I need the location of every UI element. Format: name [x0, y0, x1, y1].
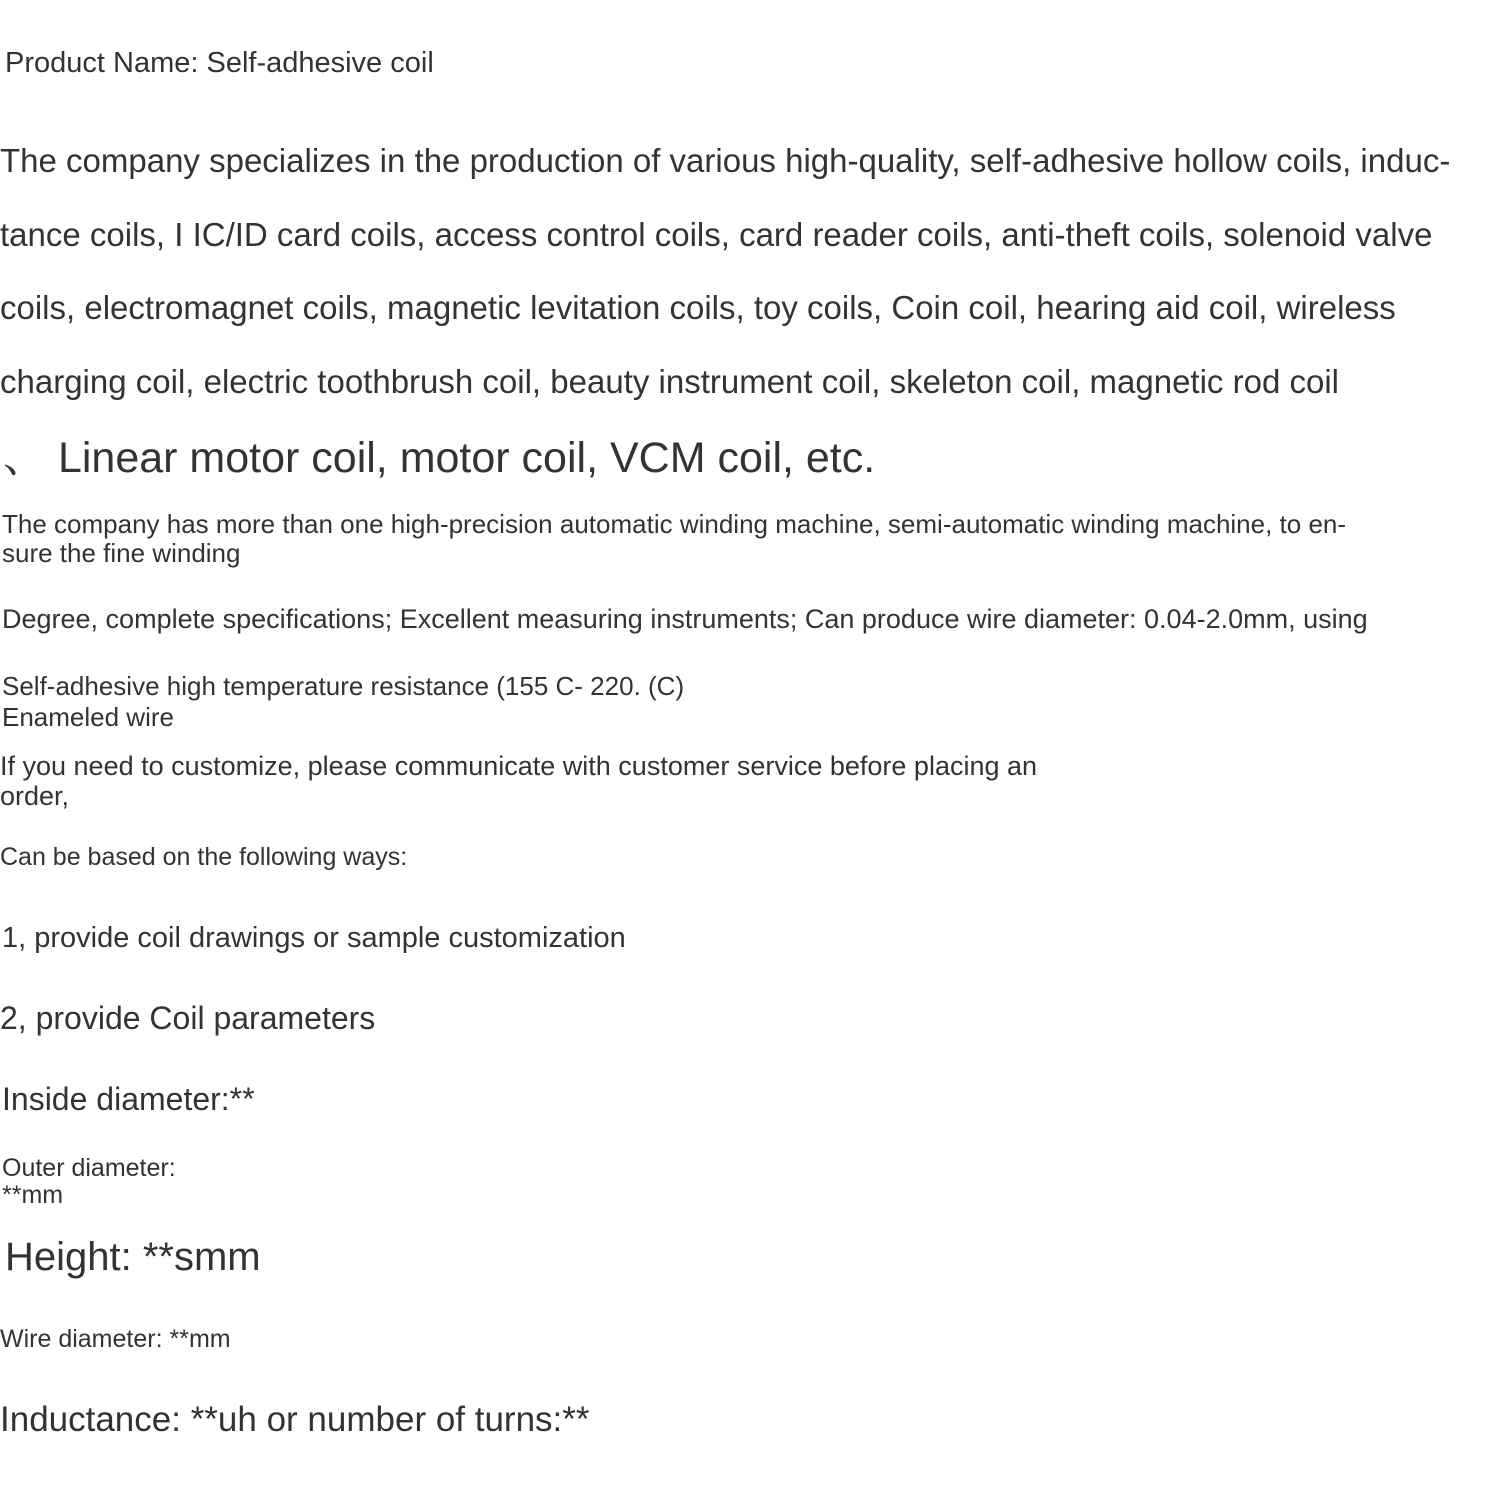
- height-spec: Height: **smm: [5, 1235, 261, 1279]
- intro-tail: 、 Linear motor coil, motor coil, VCM coil, etc.: [3, 434, 876, 482]
- capability-line: sure the fine winding: [2, 538, 241, 568]
- intro-line: The company specializes in the production of various high-quality, self-adhesive hollow coils, induc-: [0, 142, 1451, 179]
- product-name: Product Name: Self-adhesive coil: [5, 47, 434, 79]
- outer-diameter-spec: [2, 1155, 176, 1209]
- customize-line: order,: [0, 781, 70, 811]
- company-intro: [0, 124, 1500, 418]
- intro-line: charging coil, electric toothbrush coil, beauty instrument coil, skeleton coil, magnetic rod coil: [0, 362, 1339, 400]
- inside-diameter-spec: Inside diameter:**: [2, 1081, 255, 1117]
- wire-type-text: [2, 671, 684, 733]
- wire-diameter-spec: Wire diameter: **mm: [0, 1325, 231, 1353]
- degree-text: Degree, complete specifications; Excellent measuring instruments; Can produce wire diameter: 0.04-2.0mm, using: [2, 604, 1368, 634]
- intro-line: tance coils, I IC/ID card coils, access control coils, card reader coils, anti-theft coils, solenoid valve: [0, 215, 1433, 253]
- option-drawings: 1, provide coil drawings or sample customization: [2, 922, 626, 954]
- option-parameters: 2, provide Coil parameters: [0, 1000, 376, 1036]
- capability-text: [2, 510, 1346, 568]
- intro-line: coils, electromagnet coils, magnetic levitation coils, toy coils, Coin coil, hearing aid coil, wireless: [0, 289, 1396, 326]
- inductance-spec: Inductance: **uh or number of turns:**: [0, 1400, 590, 1439]
- ways-heading: Can be based on the following ways:: [0, 843, 408, 871]
- outer-diameter-value: **mm: [2, 1181, 64, 1209]
- capability-line: The company has more than one high-precision automatic winding machine, semi-automatic winding machine, to en-: [2, 509, 1347, 539]
- wire-type-line: Enameled wire: [2, 702, 174, 732]
- customize-line: If you need to customize, please communicate with customer service before placing an: [0, 751, 1038, 781]
- wire-type-line: Self-adhesive high temperature resistance (155 C- 220. (C): [2, 671, 685, 701]
- outer-diameter-label: Outer diameter:: [2, 1154, 176, 1182]
- customize-note: [0, 751, 1037, 811]
